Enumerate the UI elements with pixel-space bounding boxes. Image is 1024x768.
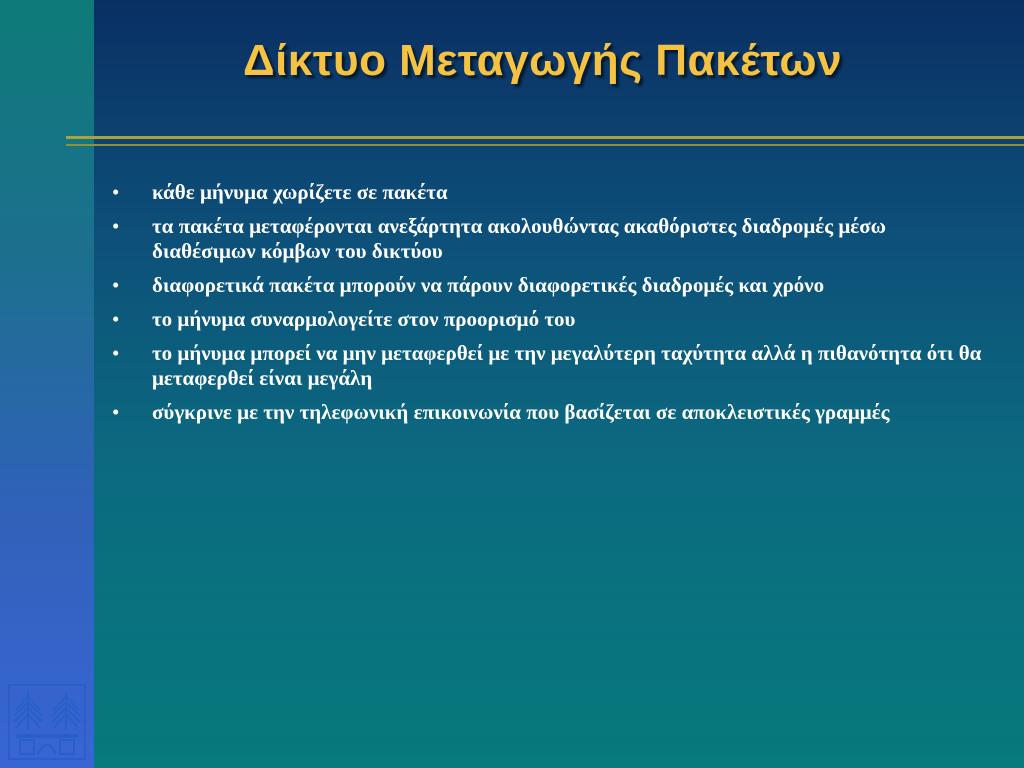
bullet-list <box>110 180 990 434</box>
bullet-dot: • <box>112 273 120 297</box>
title-divider-line <box>66 136 1024 139</box>
bullet-dot: • <box>112 341 120 365</box>
title-divider-line-secondary <box>66 144 1024 146</box>
bullet-text: το μήνυμα μπορεί να μην μεταφερθεί με την μεγαλύτερη ταχύτητα αλλά η πιθανότητα ότι θα μεταφερθεί είναι μεγάλη <box>152 341 982 390</box>
bullet-dot: • <box>112 214 120 238</box>
bullet-dot: • <box>112 180 120 204</box>
left-sidebar-band <box>0 0 94 768</box>
bullet-item <box>110 341 990 391</box>
bullet-item <box>110 180 990 205</box>
bullet-dot: • <box>112 400 120 424</box>
bullet-text: σύγκρινε με την τηλεφωνική επικοινωνία που βασίζεται σε αποκλειστικές γραμμές <box>152 400 890 424</box>
bullet-dot: • <box>112 307 120 331</box>
bullet-item <box>110 307 990 332</box>
bullet-item <box>110 273 990 298</box>
bullet-text: το μήνυμα συναρμολογείτε στον προορισμό του <box>152 307 576 331</box>
bullet-text: διαφορετικά πακέτα μπορούν να πάρουν διαφορετικές διαδρομές και χρόνο <box>152 273 825 297</box>
bullet-text: τα πακέτα μεταφέρονται ανεξάρτητα ακολουθώντας ακαθόριστες διαδρομές μέσω διαθέσιμων κόμβων του δικτύου <box>152 214 887 263</box>
university-logo-icon <box>8 684 86 760</box>
bullet-text: κάθε μήνυμα χωρίζετε σε πακέτα <box>152 180 448 204</box>
slide-title: Δίκτυο Μεταγωγής Πακέτων <box>242 36 843 85</box>
bullet-item <box>110 400 990 425</box>
bullet-item <box>110 214 990 264</box>
